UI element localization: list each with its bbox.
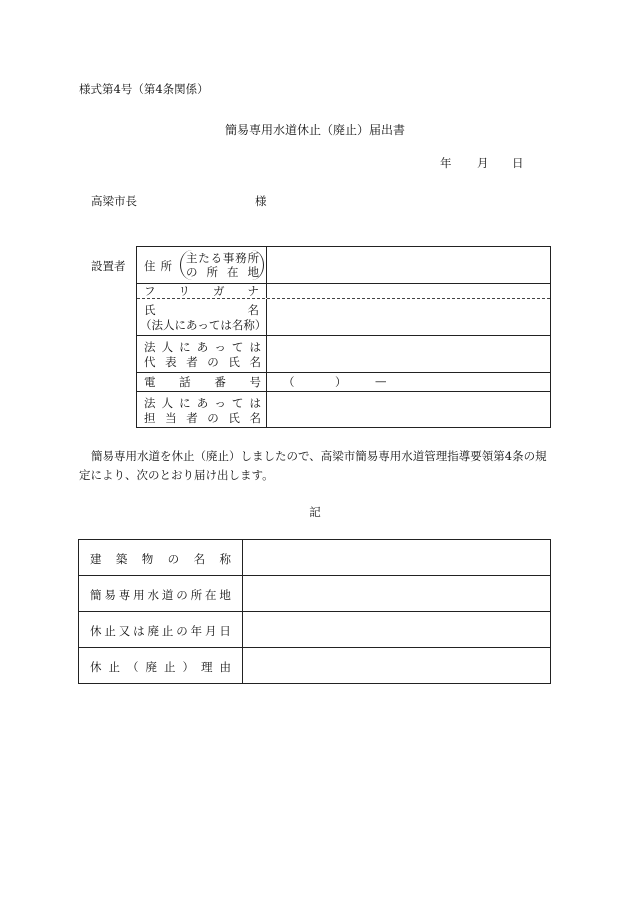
- furigana-char: リ: [178, 284, 190, 298]
- record-label-char: 建: [90, 552, 102, 566]
- record-label-char: 在: [205, 588, 217, 602]
- date-month-label: 月: [477, 156, 489, 170]
- phone-label-char: 番: [214, 375, 226, 389]
- record-label-char: 地: [219, 588, 231, 602]
- address-note-line2: [186, 265, 259, 279]
- label-char: 名: [249, 355, 261, 369]
- date-day-label: 日: [512, 156, 524, 170]
- record-label-char: 止: [108, 660, 120, 674]
- address-label-char: 住: [144, 259, 156, 273]
- record-label-char: の: [176, 624, 188, 638]
- name-label: [144, 302, 259, 318]
- address-note-line1: [186, 251, 259, 265]
- phone-label-char: 話: [179, 375, 191, 389]
- label-char: 表: [165, 355, 177, 369]
- record-value-cell[interactable]: [243, 648, 550, 683]
- label-char: 担: [144, 411, 156, 425]
- label-char: 者: [186, 355, 198, 369]
- label-char: 代: [144, 355, 156, 369]
- label-char: あ: [196, 396, 209, 410]
- record-label-char: 止: [161, 624, 174, 638]
- note-char: る: [210, 251, 223, 265]
- record-row-date: [79, 612, 550, 648]
- label-char: 名: [249, 411, 261, 425]
- label-char: っ: [214, 396, 226, 410]
- addressee-name: 高梁市長: [91, 194, 137, 208]
- record-label-char: 日: [219, 624, 231, 638]
- label-char: て: [231, 396, 244, 410]
- contact-label-line1: [144, 395, 261, 411]
- address-note-bracket: [180, 250, 264, 280]
- record-label-char: の: [167, 552, 180, 566]
- note-char: た: [198, 251, 210, 265]
- record-row-building-name: [79, 540, 550, 576]
- label-char: 者: [186, 411, 198, 425]
- label-char: 当: [165, 411, 177, 425]
- label-char: あ: [196, 340, 209, 354]
- note-char: 地: [247, 265, 259, 279]
- contact-label-line2: [144, 410, 261, 426]
- furigana-label-cell: [137, 284, 267, 298]
- note-char: 事: [222, 251, 235, 265]
- record-label-char: 休: [90, 624, 102, 638]
- applicant-label: 設置者: [91, 259, 126, 273]
- label-char: っ: [214, 340, 226, 354]
- furigana-char: ナ: [247, 284, 259, 298]
- record-label-char: 用: [133, 588, 145, 602]
- date-year-label: 年: [440, 156, 452, 170]
- name-note: （法人にあっては名称）: [140, 318, 267, 332]
- record-label-char: 由: [219, 660, 231, 674]
- record-label-char: 称: [219, 552, 231, 566]
- representative-label-line2: [144, 354, 261, 370]
- label-char: の: [207, 355, 219, 369]
- contact-label-cell: [137, 392, 267, 428]
- label-char: に: [179, 396, 191, 410]
- record-label-char: 休: [90, 660, 102, 674]
- label-char: 人: [161, 396, 174, 410]
- address-row: [137, 247, 550, 283]
- phone-label-cell: [137, 373, 267, 391]
- name-label-char: 氏: [144, 303, 156, 317]
- note-heading: 記: [309, 505, 321, 519]
- body-text-line2: 定により、次のとおり届け出します。: [79, 468, 274, 482]
- note-char: 所: [206, 265, 218, 279]
- applicant-table: [136, 246, 551, 428]
- furigana-label: [144, 283, 259, 299]
- label-char: 氏: [228, 355, 240, 369]
- label-char: 氏: [228, 411, 240, 425]
- record-label-char: 又: [118, 624, 131, 638]
- phone-open-paren: （: [283, 375, 295, 389]
- body-text-line1: 簡易専用水道を休止（廃止）しましたので、高梁市簡易専用水道管理指導要領第4条の規: [91, 449, 547, 463]
- furigana-char: ガ: [213, 284, 225, 298]
- record-table: [78, 539, 551, 684]
- record-label-cell: [79, 648, 243, 683]
- record-label: [90, 587, 231, 603]
- note-char: 務: [235, 251, 247, 265]
- label-char: 人: [161, 340, 174, 354]
- address-label: [144, 258, 172, 274]
- representative-row: [137, 336, 550, 372]
- name-row: [137, 299, 550, 335]
- record-value-cell[interactable]: [243, 540, 550, 575]
- note-char: 主: [186, 251, 198, 265]
- representative-label-line1: [144, 339, 261, 355]
- record-label-char: 廃: [145, 660, 157, 674]
- record-label-char: 名: [193, 552, 206, 566]
- label-char: 法: [144, 396, 156, 410]
- label-char: は: [249, 340, 261, 354]
- record-label-char: 築: [115, 552, 128, 566]
- record-label-char: 簡: [90, 588, 102, 602]
- record-label-char: 易: [104, 588, 116, 602]
- record-row-reason: [79, 648, 550, 683]
- phone-close-paren: ）: [335, 375, 347, 389]
- representative-label-cell: [137, 336, 267, 372]
- name-label-cell: [137, 299, 267, 335]
- label-char: て: [231, 340, 244, 354]
- record-label-char: 道: [161, 588, 174, 602]
- addressee-suffix: 様: [255, 194, 267, 208]
- address-label-cell: [137, 247, 267, 283]
- record-label-cell: [79, 612, 243, 647]
- record-row-location: [79, 576, 550, 612]
- record-label-char: 所: [190, 588, 203, 602]
- record-label-cell: [79, 576, 243, 611]
- furigana-row: [137, 284, 550, 298]
- phone-dash: —: [375, 374, 387, 388]
- record-label-char: は: [133, 624, 145, 638]
- form-number: 様式第4号（第4条関係）: [79, 82, 209, 96]
- label-char: に: [179, 340, 191, 354]
- record-label-char: 専: [118, 588, 131, 602]
- label-char: 法: [144, 340, 156, 354]
- record-label: [90, 659, 231, 675]
- phone-row: [137, 373, 550, 391]
- record-label-char: 年: [190, 624, 203, 638]
- furigana-char: フ: [144, 284, 156, 298]
- name-label-char: 名: [247, 303, 259, 317]
- contact-row: [137, 392, 550, 428]
- record-label-char: の: [176, 588, 188, 602]
- record-label-char: 止: [104, 624, 116, 638]
- record-label-char: 廃: [147, 624, 159, 638]
- phone-label: [144, 374, 261, 390]
- record-label-char: ）: [182, 660, 194, 674]
- label-char: は: [249, 396, 261, 410]
- address-label-char: 所: [160, 259, 172, 273]
- record-label-char: 理: [201, 660, 213, 674]
- record-value-cell[interactable]: [243, 612, 550, 647]
- note-char: 在: [227, 265, 239, 279]
- record-label-char: 月: [205, 624, 217, 638]
- record-value-cell[interactable]: [243, 576, 550, 611]
- record-label-char: 物: [141, 552, 154, 566]
- note-char: の: [186, 265, 198, 279]
- phone-label-char: 号: [249, 375, 261, 389]
- record-label-char: 水: [147, 588, 159, 602]
- record-label: [90, 551, 231, 567]
- record-label-cell: [79, 540, 243, 575]
- record-label-char: 止: [164, 660, 176, 674]
- phone-label-char: 電: [144, 375, 156, 389]
- label-char: の: [207, 411, 219, 425]
- record-label: [90, 623, 231, 639]
- document-title: 簡易専用水道休止（廃止）届出書: [224, 123, 405, 137]
- note-char: 所: [247, 251, 259, 265]
- record-label-char: （: [127, 660, 139, 674]
